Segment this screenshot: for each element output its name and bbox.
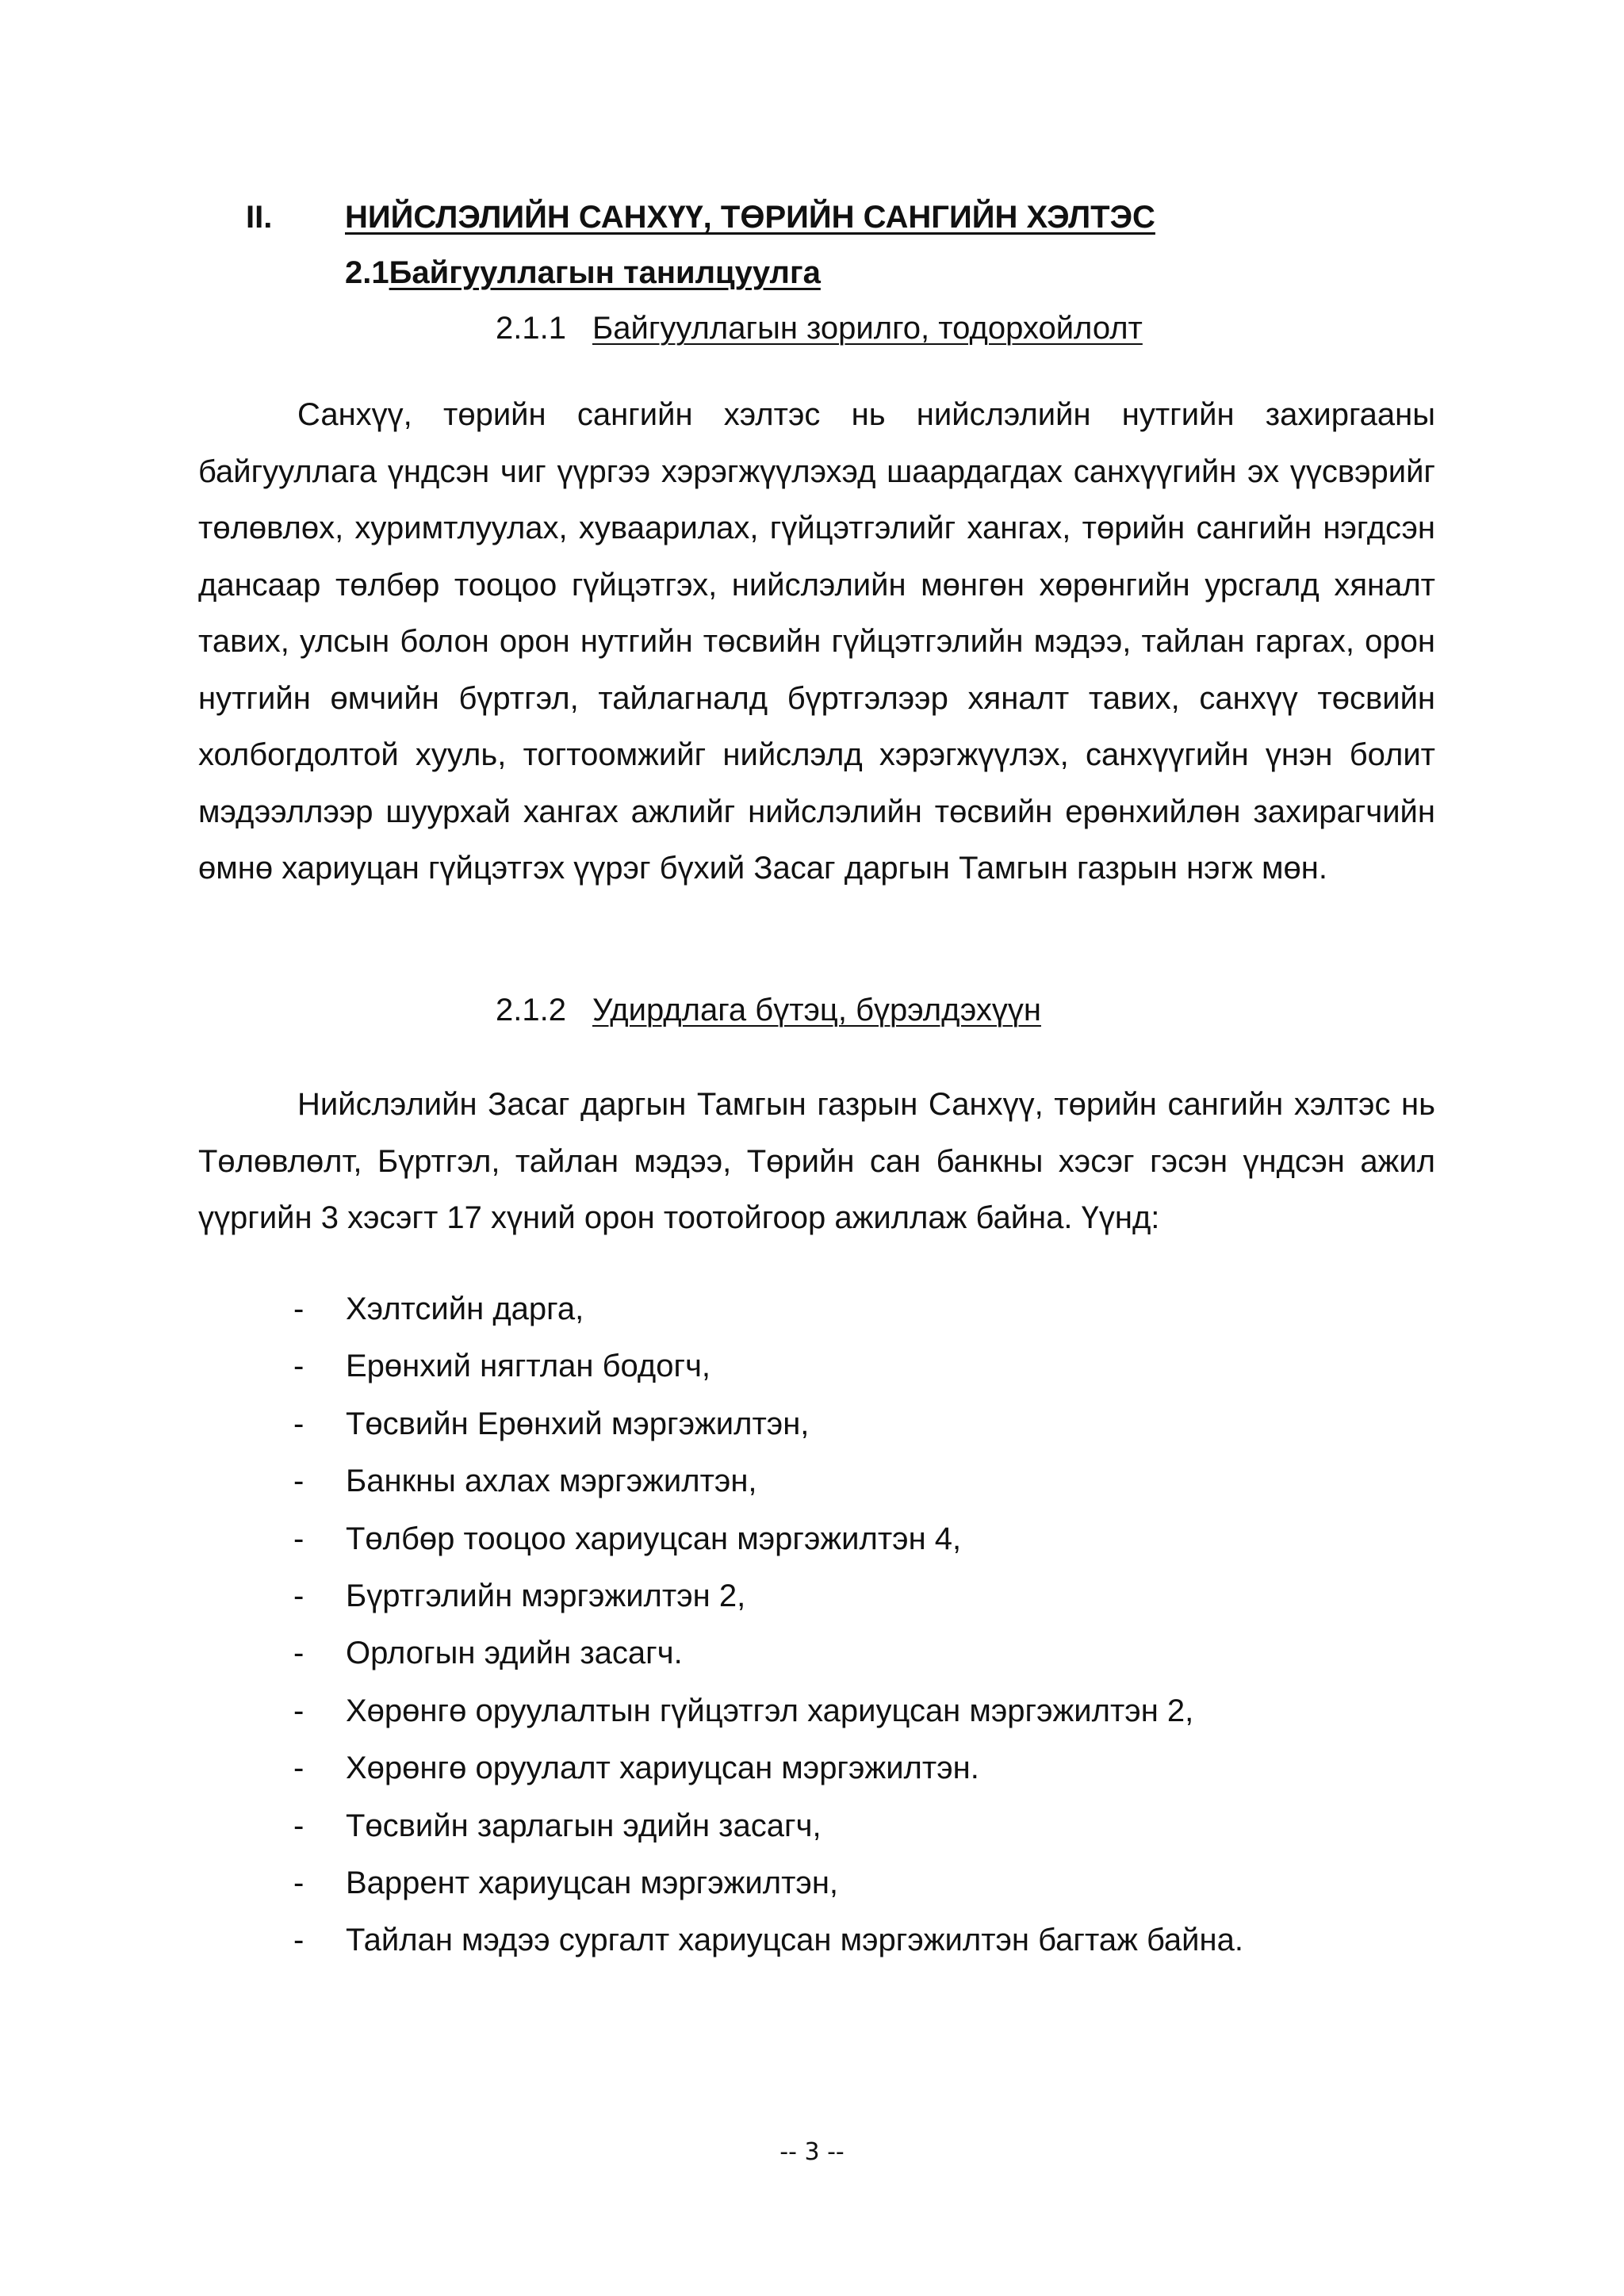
list-item-text: Тайлан мэдээ сургалт хариуцсан мэргэжилтэн багтаж байна. [346,1923,1243,1958]
subsubsection-heading-2 [496,989,1041,1031]
list-item-text: Хөрөнгө оруулалтын гүйцэтгэл хариуцсан мэргэжилтэн 2, [346,1693,1194,1728]
subsection-heading [345,252,821,293]
section-title: НИЙСЛЭЛИЙН САНХҮҮ, ТӨРИЙН САНГИЙН ХЭЛТЭС [345,200,1155,235]
list-dash: - [293,1406,304,1441]
list-item-text: Варрент хариуцсан мэргэжилтэн, [346,1865,839,1900]
list-dash: - [293,1865,304,1900]
list-dash: - [293,1751,304,1786]
list-item-text: Төсвийн зарлагын эдийн засагч, [346,1808,822,1843]
subsubsection-number-1: 2.1.1 [496,311,566,346]
paragraph-purpose: Санхүү, төрийн сангийн хэлтэс нь нийслэлийн нутгийн захиргааны байгууллага үндсэн чиг үүргээ хэрэгжүүлэхэд шаардагдах санхүүгийн эх үүсвэрийг төлөвлөх, хуримтлуулах, хуваарилах, гүйцэтгэлийг хангах, төрийн сангийн нэгдсэн дансаар төлбөр тооцоо гүйцэтгэх, нийслэлийн мөнгөн хөрөнгийн урсгалд хяналт тавих, улсын болон орон нутгийн төсвийн гүйцэтгэлийн мэдээ, тайлан гаргах, орон нутгийн өмчийн бүртгэл, тайлагналд бүртгэлээр хяналт тавих, санхүү төсвийн холбогдолтой хууль, тогтоомжийг нийслэлд хэрэгжүүлэх, санхүүгийн үнэн болит мэдээллээр шуурхай хангах ажлийг нийслэлийн төсвийн ерөнхийлөн захирагчийн өмнө хариуцан гүйцэтгэх үүрэг бүхий Засаг даргын Тамгын газрын нэгж мөн. [198,397,1435,886]
list-item-text: Бүртгэлийн мэргэжилтэн 2, [346,1578,746,1613]
list-dash: - [293,1464,304,1499]
list-item-text: Орлогын эдийн засагч. [346,1636,683,1671]
subsection-number: 2.1 [345,255,389,290]
list-item-text: Хөрөнгө оруулалт хариуцсан мэргэжилтэн. [346,1751,979,1786]
list-dash: - [293,1693,304,1728]
subsection-title: Байгууллагын танилцуулга [389,255,821,290]
list-dash: - [293,1578,304,1613]
list-dash: - [293,1292,304,1326]
list-dash: - [293,1521,304,1556]
list-item-text: Хэлтсийн дарга, [346,1292,584,1326]
list-dash: - [293,1808,304,1843]
paragraph-structure: Нийслэлийн Засаг даргын Тамгын газрын Санхүү, төрийн сангийн хэлтэс нь Төлөвлөлт, Бүртгэл, тайлан мэдээ, Төрийн сан банкны хэсэг гэсэн үндсэн ажил үүргийн 3 хэсэгт 17 хүний орон тоотойгоор ажиллаж байна. Үүнд: [198,1087,1435,1235]
list-item-text: Төсвийн Ерөнхий мэргэжилтэн, [346,1406,810,1441]
list-dash: - [293,1349,304,1384]
list-item-text: Банкны ахлах мэргэжилтэн, [346,1464,757,1499]
subsubsection-title-2: Удирдлага бүтэц, бүрэлдэхүүн [592,993,1041,1027]
subsubsection-number-2: 2.1.2 [496,993,566,1027]
subsubsection-heading-1 [496,308,1143,349]
list-dash: - [293,1923,304,1958]
list-dash: - [293,1636,304,1671]
page-number: -- 3 -- [779,2138,845,2166]
list-item-text: Ерөнхий нягтлан бодогч, [346,1349,711,1384]
section-number: II. [246,200,273,235]
list-item-text: Төлбөр тооцоо хариуцсан мэргэжилтэн 4, [346,1521,962,1556]
subsubsection-title-1: Байгууллагын зорилго, тодорхойлолт [592,311,1143,346]
